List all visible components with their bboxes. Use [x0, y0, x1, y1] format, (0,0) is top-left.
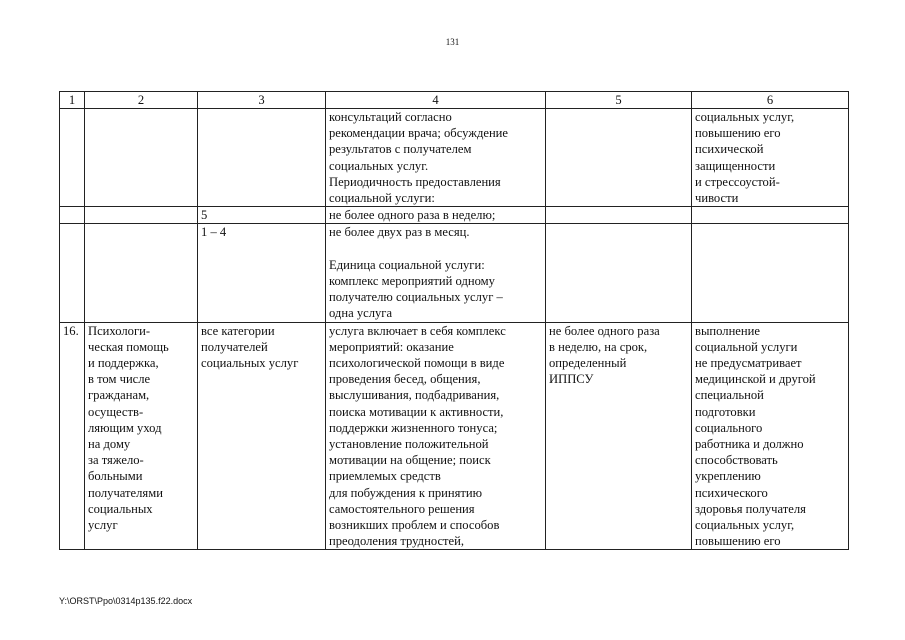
- table-cell: все категории получателей социальных услуг: [198, 322, 326, 550]
- table-cell: [692, 224, 849, 322]
- table-cell: 5: [198, 207, 326, 224]
- table-row: [60, 224, 849, 322]
- table-cell: [546, 207, 692, 224]
- column-header: 2: [85, 92, 198, 109]
- table-header-row: [60, 92, 849, 109]
- table-cell: услуга включает в себя комплекс мероприятий: оказание психологической помощи в виде проведения бесед, общения, выслушивания, подбадривания, поиска мотивации к активности, поддержки жизненного тонуса; установление положительной мотивации на общение; поиск приемлемых средств для побуждения к принятию самостоятельного решения возникших проблем и способов преодоления трудностей,: [326, 322, 546, 550]
- table-cell: [85, 224, 198, 322]
- table-cell: [198, 109, 326, 207]
- table-cell: не более одного раза в неделю;: [326, 207, 546, 224]
- table-cell: 1 – 4: [198, 224, 326, 322]
- table-cell: [60, 224, 85, 322]
- table-cell: [546, 224, 692, 322]
- column-header: 1: [60, 92, 85, 109]
- table-row: [60, 109, 849, 207]
- table-cell: консультаций согласно рекомендации врача; обсуждение результатов с получателем социальных услуг. Периодичность предоставления социальной услуги:: [326, 109, 546, 207]
- column-header: 4: [326, 92, 546, 109]
- column-header: 5: [546, 92, 692, 109]
- table-cell: не более двух раз в месяц. Единица социальной услуги: комплекс мероприятий одному получателю социальных услуг – одна услуга: [326, 224, 546, 322]
- table-cell: 16.: [60, 322, 85, 550]
- file-path-footer: Y:\ORST\Ppo\0314p135.f22.docx: [59, 596, 193, 606]
- table-cell: [692, 207, 849, 224]
- table-row: [60, 322, 849, 550]
- table-cell: [60, 109, 85, 207]
- table-cell: Психологи- ческая помощь и поддержка, в том числе гражданам, осуществ- ляющим уход на дому за тяжело- больными получателями социальных услуг: [85, 322, 198, 550]
- table-cell: [85, 109, 198, 207]
- column-header: 3: [198, 92, 326, 109]
- column-header: 6: [692, 92, 849, 109]
- table-cell: [546, 109, 692, 207]
- table-cell: [85, 207, 198, 224]
- table-cell: выполнение социальной услуги не предусматривает медицинской и другой специальной подготовки социального работника и должно способствовать укреплению психического здоровья получателя социальных услуг, повышению его: [692, 322, 849, 550]
- services-table: [59, 91, 849, 550]
- table-cell: [60, 207, 85, 224]
- table-cell: не более одного раза в неделю, на срок, определенный ИППСУ: [546, 322, 692, 550]
- table-row: [60, 207, 849, 224]
- page-number: 131: [445, 37, 460, 47]
- table-cell: социальных услуг, повышению его психической защищенности и стрессоустой- чивости: [692, 109, 849, 207]
